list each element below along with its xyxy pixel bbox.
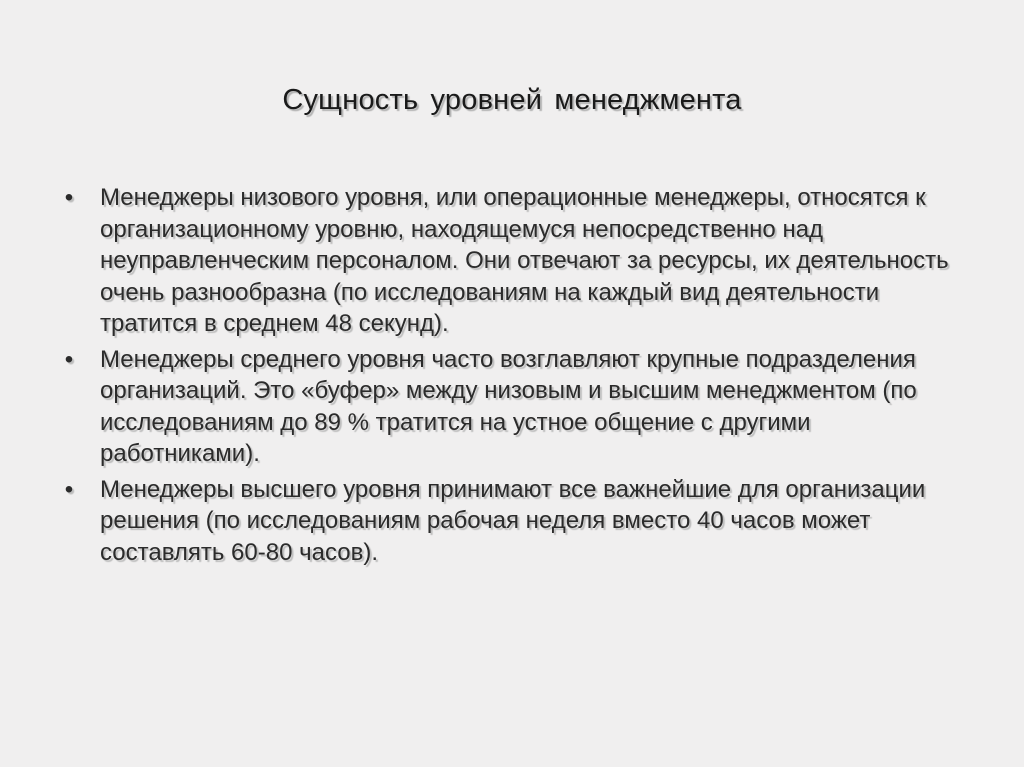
slide-title: Сущность уровней менеджмента xyxy=(282,84,742,116)
bullet-item xyxy=(57,182,957,340)
bullet-item xyxy=(57,344,957,470)
bullet-text: Менеджеры низового уровня, или операционные менеджеры, относятся к организационному уровню, находящемуся непосредственно над неуправленческим персоналом. Они отвечают за ресурсы, их деятельность очень разнообразна (по исследованиям на каждый вид деятельности тратится в среднем 48 секунд). xyxy=(100,184,949,337)
bullet-text: Менеджеры среднего уровня часто возглавляют крупные подразделения организаций. Это «буфер» между низовым и высшим менеджментом (по исследованиям до 89 % тратится на устное общение с другими работниками). xyxy=(100,345,917,467)
bullet-text: Менеджеры высшего уровня принимают все важнейшие для организации решения (по исследованиям рабочая неделя вместо 40 часов может составлять 60-80 часов). xyxy=(100,475,926,566)
bullet-item xyxy=(57,474,957,569)
bullet-dot-icon: • xyxy=(64,345,74,373)
bullet-dot-icon: • xyxy=(64,184,74,211)
bullet-dot-icon: • xyxy=(64,475,74,503)
bullet-list xyxy=(57,182,957,572)
